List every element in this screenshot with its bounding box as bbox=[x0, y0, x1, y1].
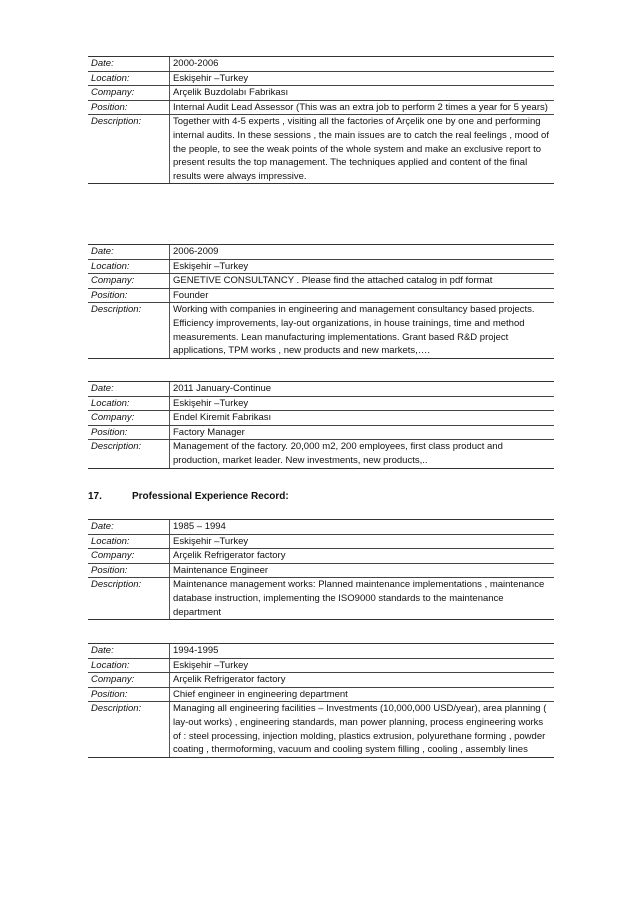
field-value: Eskişehir –Turkey bbox=[170, 658, 555, 673]
field-label: Date: bbox=[88, 520, 170, 535]
field-label: Company: bbox=[88, 274, 170, 289]
section-heading bbox=[88, 490, 289, 504]
record-row-position bbox=[88, 425, 554, 440]
field-label: Date: bbox=[88, 245, 170, 260]
field-label: Company: bbox=[88, 673, 170, 688]
field-value: Endel Kiremit Fabrikası bbox=[170, 411, 555, 426]
experience-record-4 bbox=[88, 519, 554, 620]
record-row-description bbox=[88, 115, 554, 184]
field-label: Date: bbox=[88, 644, 170, 659]
record-row-position bbox=[88, 100, 554, 115]
field-value: Arçelik Buzdolabı Fabrikası bbox=[170, 86, 555, 101]
section-number: 17. bbox=[88, 491, 102, 502]
field-label: Description: bbox=[88, 115, 170, 184]
field-value: Maintenance management works: Planned maintenance implementations , maintenance database instruction, implementing the ISO9000 standards to the maintenance department bbox=[170, 578, 555, 620]
experience-record-1 bbox=[88, 56, 554, 184]
field-label: Position: bbox=[88, 425, 170, 440]
field-value: Founder bbox=[170, 288, 555, 303]
experience-record-5 bbox=[88, 643, 554, 758]
field-value: 1994-1995 bbox=[170, 644, 555, 659]
field-label: Position: bbox=[88, 288, 170, 303]
record-row-position bbox=[88, 563, 554, 578]
record-row-company bbox=[88, 673, 554, 688]
field-value: Eskişehir –Turkey bbox=[170, 396, 555, 411]
record-row-location bbox=[88, 396, 554, 411]
record-row-description bbox=[88, 440, 554, 468]
record-row-position bbox=[88, 687, 554, 702]
field-value: Arçelik Refrigerator factory bbox=[170, 673, 555, 688]
field-label: Position: bbox=[88, 687, 170, 702]
field-value: Management of the factory. 20,000 m2, 200 employees, first class product and production, market leader. New investments, new products,.. bbox=[170, 440, 555, 468]
field-label: Description: bbox=[88, 440, 170, 468]
record-row-location bbox=[88, 534, 554, 549]
field-label: Position: bbox=[88, 563, 170, 578]
field-label: Location: bbox=[88, 259, 170, 274]
field-value: Arçelik Refrigerator factory bbox=[170, 549, 555, 564]
field-label: Location: bbox=[88, 71, 170, 86]
record-row-company bbox=[88, 411, 554, 426]
record-row-date bbox=[88, 245, 554, 260]
field-label: Description: bbox=[88, 303, 170, 358]
record-row-date bbox=[88, 382, 554, 397]
field-value: Eskişehir –Turkey bbox=[170, 259, 555, 274]
field-label: Description: bbox=[88, 578, 170, 620]
record-row-description bbox=[88, 303, 554, 358]
field-label: Date: bbox=[88, 57, 170, 72]
record-row-location bbox=[88, 259, 554, 274]
field-label: Company: bbox=[88, 549, 170, 564]
field-value: Eskişehir –Turkey bbox=[170, 71, 555, 86]
experience-record-3 bbox=[88, 381, 554, 469]
field-value: Together with 4-5 experts , visiting all the factories of Arçelik one by one and performing internal audits. In these sessions , the main issues are to catch the real feelings , mood of the people, to see the weak points of the whole system and make an exclusive report to present results the top management. The techniques applied and content of the final results were always impressive. bbox=[170, 115, 555, 184]
experience-record-2 bbox=[88, 244, 554, 359]
record-row-company bbox=[88, 274, 554, 289]
field-value: Managing all engineering facilities – Investments (10,000,000 USD/year), area planning ( lay-out works) , engineering standards, man power planning, process engineering works of : steel processing, injection molding, plastics extrusion, polyurethane forming , powder coating , thermoforming, vacuum and cooling system filling , cooling , assembly lines bbox=[170, 702, 555, 757]
field-label: Company: bbox=[88, 411, 170, 426]
record-row-company bbox=[88, 549, 554, 564]
field-value: Working with companies in engineering and management consultancy based projects. Efficiency improvements, lay-out organizations, in house trainings, time and method measurements. Lean manufacturing implementations. Grant based R&D project applications, TPM works , new products and new markets,…. bbox=[170, 303, 555, 358]
record-row-location bbox=[88, 658, 554, 673]
record-row-position bbox=[88, 288, 554, 303]
field-label: Company: bbox=[88, 86, 170, 101]
field-value: Factory Manager bbox=[170, 425, 555, 440]
record-row-description bbox=[88, 702, 554, 757]
field-label: Position: bbox=[88, 100, 170, 115]
field-value: 1985 – 1994 bbox=[170, 520, 555, 535]
record-row-location bbox=[88, 71, 554, 86]
field-label: Location: bbox=[88, 396, 170, 411]
field-value: 2000-2006 bbox=[170, 57, 555, 72]
field-value: Maintenance Engineer bbox=[170, 563, 555, 578]
record-row-date bbox=[88, 57, 554, 72]
record-row-date bbox=[88, 644, 554, 659]
field-value: GENETIVE CONSULTANCY . Please find the attached catalog in pdf format bbox=[170, 274, 555, 289]
section-title: Professional Experience Record: bbox=[132, 491, 289, 502]
record-row-description bbox=[88, 578, 554, 620]
field-value: Chief engineer in engineering department bbox=[170, 687, 555, 702]
field-label: Location: bbox=[88, 658, 170, 673]
field-value: 2006-2009 bbox=[170, 245, 555, 260]
field-value: Internal Audit Lead Assessor (This was an extra job to perform 2 times a year for 5 years) bbox=[170, 100, 555, 115]
record-row-company bbox=[88, 86, 554, 101]
field-value: Eskişehir –Turkey bbox=[170, 534, 555, 549]
field-label: Date: bbox=[88, 382, 170, 397]
field-label: Description: bbox=[88, 702, 170, 757]
field-label: Location: bbox=[88, 534, 170, 549]
record-row-date bbox=[88, 520, 554, 535]
field-value: 2011 January-Continue bbox=[170, 382, 555, 397]
